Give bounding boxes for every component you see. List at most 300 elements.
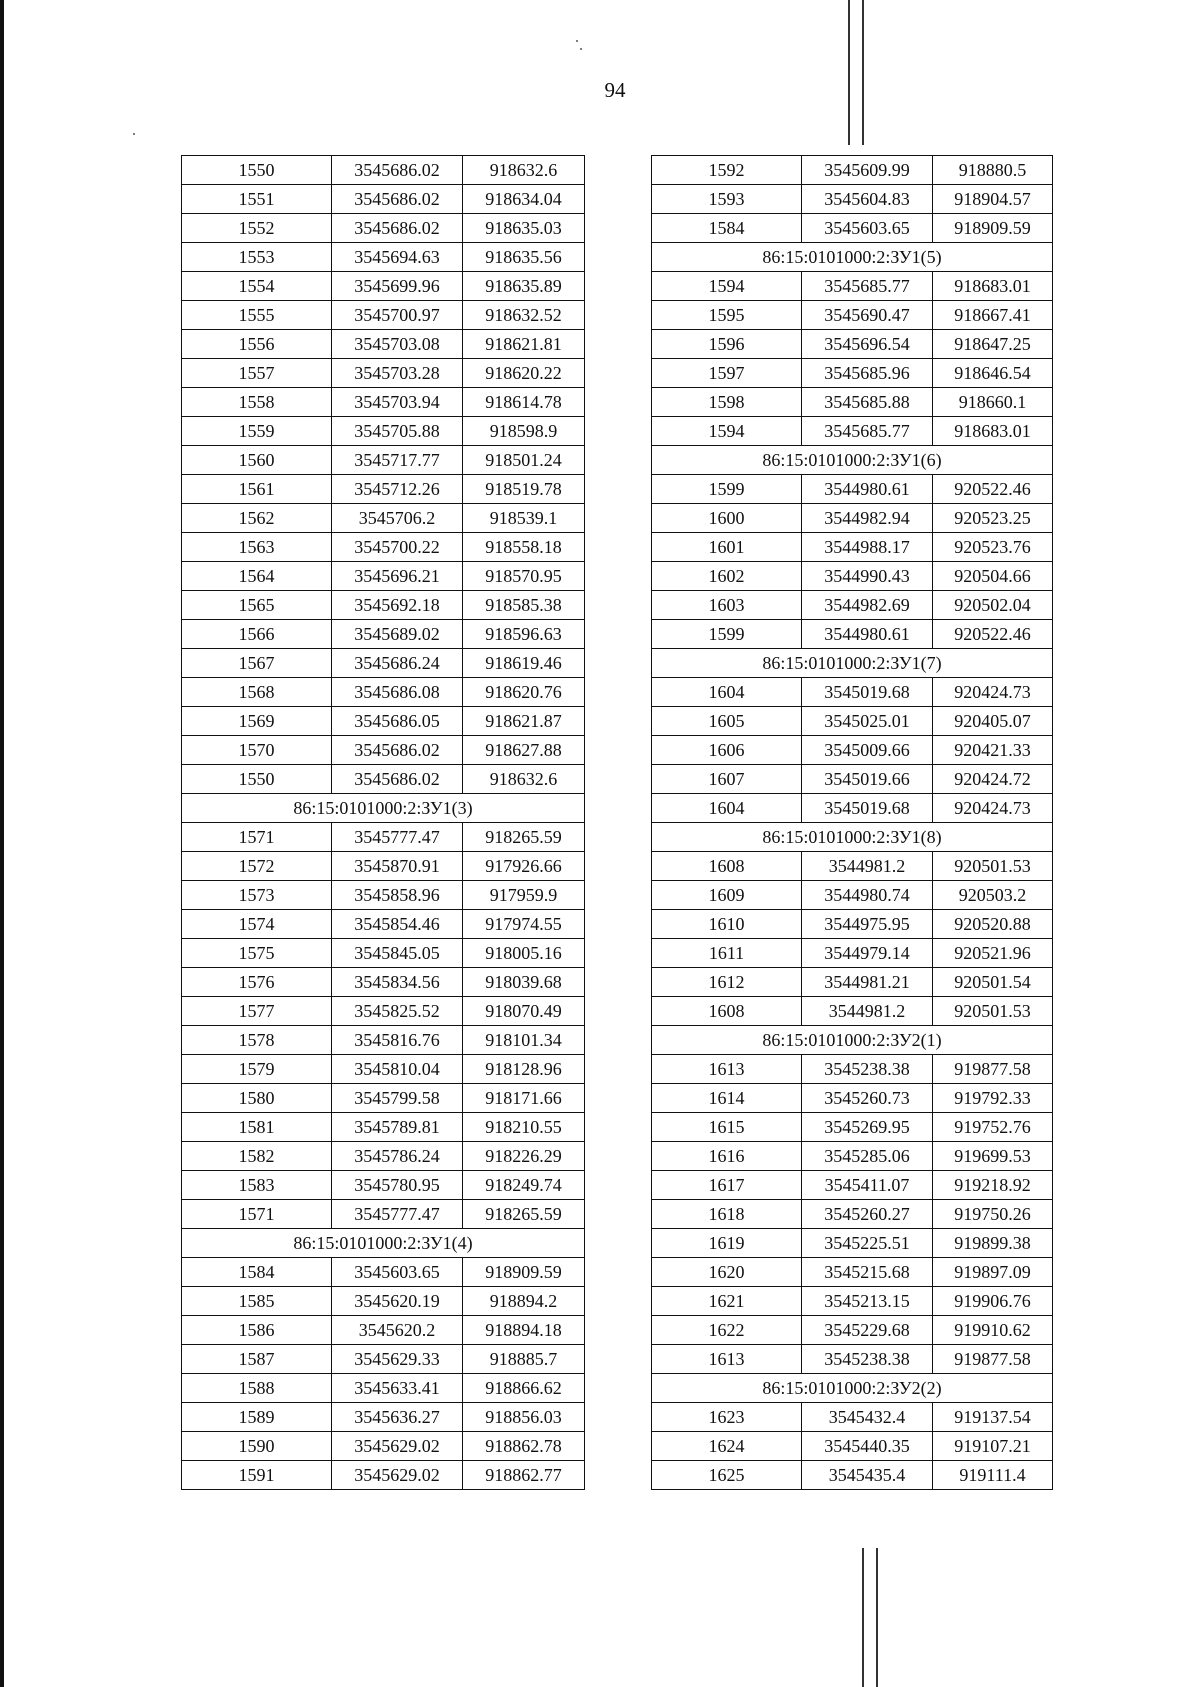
table-row: [182, 243, 585, 272]
point-number-cell: 1575: [182, 939, 332, 968]
x-coordinate-cell: 3544988.17: [802, 533, 933, 562]
x-coordinate-cell: 3545019.68: [802, 794, 933, 823]
x-coordinate-cell: 3544980.61: [802, 475, 933, 504]
table-row: [652, 1258, 1053, 1287]
table-row: [182, 1200, 585, 1229]
point-number-cell: 1606: [652, 736, 802, 765]
x-coordinate-cell: 3545799.58: [332, 1084, 463, 1113]
table-row: [182, 591, 585, 620]
point-number-cell: 1569: [182, 707, 332, 736]
x-coordinate-cell: 3545629.33: [332, 1345, 463, 1374]
point-number-cell: 1584: [182, 1258, 332, 1287]
point-number-cell: 1550: [182, 765, 332, 794]
table-row: [652, 1229, 1053, 1258]
table-row: [182, 881, 585, 910]
table-row: [182, 1403, 585, 1432]
table-row: [182, 620, 585, 649]
x-coordinate-cell: 3544980.61: [802, 620, 933, 649]
x-coordinate-cell: 3545636.27: [332, 1403, 463, 1432]
point-number-cell: 1625: [652, 1461, 802, 1490]
table-row: [182, 736, 585, 765]
x-coordinate-cell: 3545717.77: [332, 446, 463, 475]
point-number-cell: 1571: [182, 1200, 332, 1229]
table-row: [652, 301, 1053, 330]
table-row: [652, 881, 1053, 910]
y-coordinate-cell: 917959.9: [463, 881, 585, 910]
point-number-cell: 1592: [652, 156, 802, 185]
x-coordinate-cell: 3545685.88: [802, 388, 933, 417]
point-number-cell: 1605: [652, 707, 802, 736]
table-row: [182, 1287, 585, 1316]
y-coordinate-cell: 919792.33: [933, 1084, 1053, 1113]
table-row: [182, 1345, 585, 1374]
point-number-cell: 1595: [652, 301, 802, 330]
table-row: [182, 446, 585, 475]
x-coordinate-cell: 3545777.47: [332, 823, 463, 852]
scan-speck: [580, 48, 582, 50]
point-number-cell: 1582: [182, 1142, 332, 1171]
point-number-cell: 1617: [652, 1171, 802, 1200]
x-coordinate-cell: 3545810.04: [332, 1055, 463, 1084]
table-row: [652, 1345, 1053, 1374]
x-coordinate-cell: 3545780.95: [332, 1171, 463, 1200]
point-number-cell: 1572: [182, 852, 332, 881]
table-row: [652, 272, 1053, 301]
table-row: [652, 1432, 1053, 1461]
x-coordinate-cell: 3545699.96: [332, 272, 463, 301]
y-coordinate-cell: 920501.53: [933, 852, 1053, 881]
y-coordinate-cell: 918005.16: [463, 939, 585, 968]
y-coordinate-cell: 919699.53: [933, 1142, 1053, 1171]
fold-line: [876, 1548, 878, 1687]
section-header-row: [182, 794, 585, 823]
table-row: [652, 852, 1053, 881]
point-number-cell: 1594: [652, 417, 802, 446]
section-header-row: [652, 1026, 1053, 1055]
table-row: [652, 707, 1053, 736]
table-row: [182, 1055, 585, 1084]
point-number-cell: 1613: [652, 1055, 802, 1084]
section-header-row: [652, 1374, 1053, 1403]
table-row: [652, 765, 1053, 794]
table-row: [652, 678, 1053, 707]
table-row: [182, 765, 585, 794]
y-coordinate-cell: 918862.78: [463, 1432, 585, 1461]
table-row: [182, 707, 585, 736]
point-number-cell: 1581: [182, 1113, 332, 1142]
table-row: [652, 736, 1053, 765]
y-coordinate-cell: 917974.55: [463, 910, 585, 939]
x-coordinate-cell: 3545689.02: [332, 620, 463, 649]
point-number-cell: 1620: [652, 1258, 802, 1287]
section-header-row: [182, 1229, 585, 1258]
point-number-cell: 1551: [182, 185, 332, 214]
point-number-cell: 1622: [652, 1316, 802, 1345]
table-row: [182, 417, 585, 446]
point-number-cell: 1561: [182, 475, 332, 504]
point-number-cell: 1576: [182, 968, 332, 997]
y-coordinate-cell: 920521.96: [933, 939, 1053, 968]
x-coordinate-cell: 3545025.01: [802, 707, 933, 736]
table-row: [182, 504, 585, 533]
x-coordinate-cell: 3545712.26: [332, 475, 463, 504]
table-row: [182, 910, 585, 939]
y-coordinate-cell: 919107.21: [933, 1432, 1053, 1461]
table-row: [652, 562, 1053, 591]
y-coordinate-cell: 919752.76: [933, 1113, 1053, 1142]
x-coordinate-cell: 3545213.15: [802, 1287, 933, 1316]
table-row: [182, 939, 585, 968]
x-coordinate-cell: 3545685.77: [802, 272, 933, 301]
point-number-cell: 1616: [652, 1142, 802, 1171]
table-row: [182, 330, 585, 359]
point-number-cell: 1590: [182, 1432, 332, 1461]
point-number-cell: 1553: [182, 243, 332, 272]
y-coordinate-cell: 920424.73: [933, 794, 1053, 823]
table-row: [182, 1461, 585, 1490]
x-coordinate-cell: 3545870.91: [332, 852, 463, 881]
y-coordinate-cell: 919877.58: [933, 1345, 1053, 1374]
point-number-cell: 1591: [182, 1461, 332, 1490]
point-number-cell: 1570: [182, 736, 332, 765]
table-row: [182, 852, 585, 881]
x-coordinate-cell: 3545019.68: [802, 678, 933, 707]
table-row: [652, 388, 1053, 417]
x-coordinate-cell: 3545700.97: [332, 301, 463, 330]
y-coordinate-cell: 918070.49: [463, 997, 585, 1026]
y-coordinate-cell: 918128.96: [463, 1055, 585, 1084]
point-number-cell: 1571: [182, 823, 332, 852]
y-coordinate-cell: 918635.89: [463, 272, 585, 301]
table-row: [182, 272, 585, 301]
point-number-cell: 1566: [182, 620, 332, 649]
point-number-cell: 1589: [182, 1403, 332, 1432]
x-coordinate-cell: 3545854.46: [332, 910, 463, 939]
y-coordinate-cell: 919877.58: [933, 1055, 1053, 1084]
x-coordinate-cell: 3545686.02: [332, 156, 463, 185]
y-coordinate-cell: 918660.1: [933, 388, 1053, 417]
table-row: [182, 1316, 585, 1345]
y-coordinate-cell: 919897.09: [933, 1258, 1053, 1287]
table-row: [182, 1171, 585, 1200]
y-coordinate-cell: 919910.62: [933, 1316, 1053, 1345]
x-coordinate-cell: 3545777.47: [332, 1200, 463, 1229]
y-coordinate-cell: 918634.04: [463, 185, 585, 214]
y-coordinate-cell: 920421.33: [933, 736, 1053, 765]
point-number-cell: 1564: [182, 562, 332, 591]
table-row: [652, 591, 1053, 620]
y-coordinate-cell: 918635.56: [463, 243, 585, 272]
section-header-row: [652, 243, 1053, 272]
x-coordinate-cell: 3545629.02: [332, 1461, 463, 1490]
x-coordinate-cell: 3545620.2: [332, 1316, 463, 1345]
x-coordinate-cell: 3545789.81: [332, 1113, 463, 1142]
table-row: [652, 417, 1053, 446]
x-coordinate-cell: 3545703.08: [332, 330, 463, 359]
table-row: [652, 1316, 1053, 1345]
y-coordinate-cell: 918880.5: [933, 156, 1053, 185]
y-coordinate-cell: 918210.55: [463, 1113, 585, 1142]
point-number-cell: 1588: [182, 1374, 332, 1403]
y-coordinate-cell: 918596.63: [463, 620, 585, 649]
y-coordinate-cell: 918598.9: [463, 417, 585, 446]
point-number-cell: 1608: [652, 852, 802, 881]
point-number-cell: 1577: [182, 997, 332, 1026]
x-coordinate-cell: 3545604.83: [802, 185, 933, 214]
x-coordinate-cell: 3544982.69: [802, 591, 933, 620]
table-row: [652, 968, 1053, 997]
x-coordinate-cell: 3545229.68: [802, 1316, 933, 1345]
point-number-cell: 1555: [182, 301, 332, 330]
x-coordinate-cell: 3544979.14: [802, 939, 933, 968]
table-row: [652, 475, 1053, 504]
point-number-cell: 1587: [182, 1345, 332, 1374]
point-number-cell: 1550: [182, 156, 332, 185]
scan-speck: [133, 133, 135, 135]
table-row: [182, 1142, 585, 1171]
table-row: [652, 330, 1053, 359]
point-number-cell: 1610: [652, 910, 802, 939]
y-coordinate-cell: 920501.54: [933, 968, 1053, 997]
table-row: [652, 214, 1053, 243]
table-row: [182, 562, 585, 591]
table-row: [182, 649, 585, 678]
table-row: [182, 301, 585, 330]
x-coordinate-cell: 3545019.66: [802, 765, 933, 794]
point-number-cell: 1565: [182, 591, 332, 620]
point-number-cell: 1597: [652, 359, 802, 388]
y-coordinate-cell: 919111.4: [933, 1461, 1053, 1490]
table-row: [182, 1432, 585, 1461]
x-coordinate-cell: 3544975.95: [802, 910, 933, 939]
point-number-cell: 1593: [652, 185, 802, 214]
y-coordinate-cell: 920503.2: [933, 881, 1053, 910]
section-label: 86:15:0101000:2:ЗУ1(4): [182, 1229, 585, 1258]
section-label: 86:15:0101000:2:ЗУ2(2): [652, 1374, 1053, 1403]
y-coordinate-cell: 918614.78: [463, 388, 585, 417]
table-row: [652, 1287, 1053, 1316]
y-coordinate-cell: 919750.26: [933, 1200, 1053, 1229]
x-coordinate-cell: 3545705.88: [332, 417, 463, 446]
point-number-cell: 1604: [652, 794, 802, 823]
x-coordinate-cell: 3545238.38: [802, 1345, 933, 1374]
y-coordinate-cell: 918862.77: [463, 1461, 585, 1490]
x-coordinate-cell: 3545260.27: [802, 1200, 933, 1229]
table-row: [652, 939, 1053, 968]
point-number-cell: 1567: [182, 649, 332, 678]
x-coordinate-cell: 3545706.2: [332, 504, 463, 533]
point-number-cell: 1552: [182, 214, 332, 243]
y-coordinate-cell: 918627.88: [463, 736, 585, 765]
point-number-cell: 1585: [182, 1287, 332, 1316]
table-row: [652, 1461, 1053, 1490]
section-label: 86:15:0101000:2:ЗУ1(5): [652, 243, 1053, 272]
point-number-cell: 1615: [652, 1113, 802, 1142]
x-coordinate-cell: 3545285.06: [802, 1142, 933, 1171]
point-number-cell: 1618: [652, 1200, 802, 1229]
table-row: [182, 156, 585, 185]
y-coordinate-cell: 920523.25: [933, 504, 1053, 533]
x-coordinate-cell: 3545696.21: [332, 562, 463, 591]
x-coordinate-cell: 3545686.02: [332, 185, 463, 214]
x-coordinate-cell: 3544981.21: [802, 968, 933, 997]
x-coordinate-cell: 3545603.65: [802, 214, 933, 243]
y-coordinate-cell: 919218.92: [933, 1171, 1053, 1200]
x-coordinate-cell: 3545238.38: [802, 1055, 933, 1084]
y-coordinate-cell: 920523.76: [933, 533, 1053, 562]
x-coordinate-cell: 3545692.18: [332, 591, 463, 620]
y-coordinate-cell: 920405.07: [933, 707, 1053, 736]
y-coordinate-cell: 918558.18: [463, 533, 585, 562]
y-coordinate-cell: 920504.66: [933, 562, 1053, 591]
fold-line: [848, 0, 850, 145]
x-coordinate-cell: 3544981.2: [802, 997, 933, 1026]
x-coordinate-cell: 3545435.4: [802, 1461, 933, 1490]
y-coordinate-cell: 918619.46: [463, 649, 585, 678]
table-row: [652, 533, 1053, 562]
point-number-cell: 1596: [652, 330, 802, 359]
x-coordinate-cell: 3545225.51: [802, 1229, 933, 1258]
x-coordinate-cell: 3545609.99: [802, 156, 933, 185]
point-number-cell: 1557: [182, 359, 332, 388]
point-number-cell: 1554: [182, 272, 332, 301]
point-number-cell: 1568: [182, 678, 332, 707]
y-coordinate-cell: 918265.59: [463, 1200, 585, 1229]
x-coordinate-cell: 3545009.66: [802, 736, 933, 765]
y-coordinate-cell: 918585.38: [463, 591, 585, 620]
x-coordinate-cell: 3544980.74: [802, 881, 933, 910]
point-number-cell: 1556: [182, 330, 332, 359]
point-number-cell: 1594: [652, 272, 802, 301]
y-coordinate-cell: 918620.22: [463, 359, 585, 388]
table-row: [182, 1374, 585, 1403]
point-number-cell: 1598: [652, 388, 802, 417]
table-row: [182, 533, 585, 562]
y-coordinate-cell: 918904.57: [933, 185, 1053, 214]
table-row: [652, 910, 1053, 939]
point-number-cell: 1584: [652, 214, 802, 243]
y-coordinate-cell: 920520.88: [933, 910, 1053, 939]
x-coordinate-cell: 3544982.94: [802, 504, 933, 533]
y-coordinate-cell: 918885.7: [463, 1345, 585, 1374]
y-coordinate-cell: 918667.41: [933, 301, 1053, 330]
x-coordinate-cell: 3545686.05: [332, 707, 463, 736]
point-number-cell: 1609: [652, 881, 802, 910]
fold-line: [862, 1548, 864, 1687]
y-coordinate-cell: 918539.1: [463, 504, 585, 533]
y-coordinate-cell: 918909.59: [933, 214, 1053, 243]
section-header-row: [652, 649, 1053, 678]
table-row: [652, 1200, 1053, 1229]
x-coordinate-cell: 3545629.02: [332, 1432, 463, 1461]
x-coordinate-cell: 3545440.35: [802, 1432, 933, 1461]
point-number-cell: 1558: [182, 388, 332, 417]
point-number-cell: 1579: [182, 1055, 332, 1084]
table-row: [652, 997, 1053, 1026]
table-row: [652, 620, 1053, 649]
point-number-cell: 1614: [652, 1084, 802, 1113]
x-coordinate-cell: 3545603.65: [332, 1258, 463, 1287]
table-row: [652, 794, 1053, 823]
x-coordinate-cell: 3545686.02: [332, 214, 463, 243]
point-number-cell: 1573: [182, 881, 332, 910]
table-row: [182, 1084, 585, 1113]
y-coordinate-cell: 920522.46: [933, 620, 1053, 649]
y-coordinate-cell: 918621.87: [463, 707, 585, 736]
y-coordinate-cell: 918683.01: [933, 417, 1053, 446]
table-row: [182, 1258, 585, 1287]
y-coordinate-cell: 918894.2: [463, 1287, 585, 1316]
table-row: [652, 1403, 1053, 1432]
table-row: [182, 214, 585, 243]
y-coordinate-cell: 918632.6: [463, 765, 585, 794]
point-number-cell: 1603: [652, 591, 802, 620]
scan-speck: [576, 40, 578, 42]
y-coordinate-cell: 918570.95: [463, 562, 585, 591]
coordinates-table-left: [181, 155, 585, 1490]
point-number-cell: 1611: [652, 939, 802, 968]
table-row: [652, 359, 1053, 388]
point-number-cell: 1560: [182, 446, 332, 475]
point-number-cell: 1612: [652, 968, 802, 997]
table-row: [652, 156, 1053, 185]
x-coordinate-cell: 3545694.63: [332, 243, 463, 272]
page-number: 94: [604, 78, 626, 102]
point-number-cell: 1562: [182, 504, 332, 533]
point-number-cell: 1583: [182, 1171, 332, 1200]
y-coordinate-cell: 918856.03: [463, 1403, 585, 1432]
y-coordinate-cell: 918632.6: [463, 156, 585, 185]
y-coordinate-cell: 918620.76: [463, 678, 585, 707]
y-coordinate-cell: 918039.68: [463, 968, 585, 997]
point-number-cell: 1624: [652, 1432, 802, 1461]
x-coordinate-cell: 3545825.52: [332, 997, 463, 1026]
x-coordinate-cell: 3545685.96: [802, 359, 933, 388]
point-number-cell: 1599: [652, 475, 802, 504]
section-label: 86:15:0101000:2:ЗУ1(7): [652, 649, 1053, 678]
table-row: [182, 359, 585, 388]
x-coordinate-cell: 3545269.95: [802, 1113, 933, 1142]
x-coordinate-cell: 3545690.47: [802, 301, 933, 330]
page-binding-edge: [0, 0, 4, 1687]
y-coordinate-cell: 918519.78: [463, 475, 585, 504]
point-number-cell: 1613: [652, 1345, 802, 1374]
table-row: [182, 388, 585, 417]
x-coordinate-cell: 3545834.56: [332, 968, 463, 997]
x-coordinate-cell: 3545685.77: [802, 417, 933, 446]
x-coordinate-cell: 3545686.08: [332, 678, 463, 707]
section-label: 86:15:0101000:2:ЗУ1(6): [652, 446, 1053, 475]
y-coordinate-cell: 917926.66: [463, 852, 585, 881]
table-row: [182, 678, 585, 707]
table-row: [182, 823, 585, 852]
table-row: [652, 1142, 1053, 1171]
point-number-cell: 1578: [182, 1026, 332, 1055]
y-coordinate-cell: 918866.62: [463, 1374, 585, 1403]
y-coordinate-cell: 920424.73: [933, 678, 1053, 707]
y-coordinate-cell: 918683.01: [933, 272, 1053, 301]
fold-line: [862, 0, 864, 145]
point-number-cell: 1600: [652, 504, 802, 533]
x-coordinate-cell: 3545215.68: [802, 1258, 933, 1287]
x-coordinate-cell: 3545411.07: [802, 1171, 933, 1200]
y-coordinate-cell: 918635.03: [463, 214, 585, 243]
y-coordinate-cell: 918894.18: [463, 1316, 585, 1345]
x-coordinate-cell: 3545845.05: [332, 939, 463, 968]
point-number-cell: 1619: [652, 1229, 802, 1258]
y-coordinate-cell: 919899.38: [933, 1229, 1053, 1258]
y-coordinate-cell: 918621.81: [463, 330, 585, 359]
